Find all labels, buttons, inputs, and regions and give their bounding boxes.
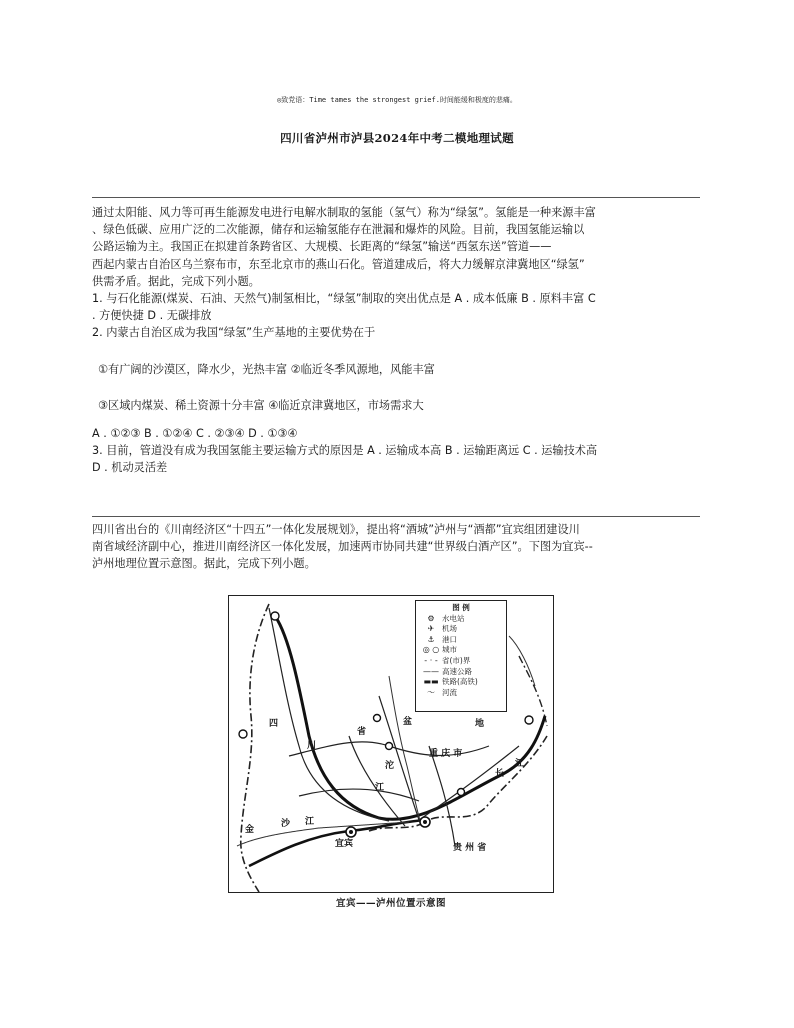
province-border-icon: - · - <box>424 655 438 665</box>
passage-line: 公路运输为主。我国正在拟建首条跨省区、大规模、长距离的“绿氢”输送“西氢东送”管道—— <box>92 240 552 254</box>
map-label-di: 地 <box>475 719 485 729</box>
legend-label: 河流 <box>442 687 457 697</box>
map-label-jiang-right: 江 <box>515 759 525 769</box>
question-block-1 <box>92 204 702 477</box>
legend-label: 城市 <box>442 645 457 655</box>
legend-label: 省(市)界 <box>442 655 471 665</box>
passage-line: 供需矛盾。据此，完成下列小题。 <box>92 274 260 288</box>
map-label-chongqing: 重 庆 市 <box>429 749 463 759</box>
passage-line: 、绿色低碳、应用广泛的二次能源，储存和运输氢能存在泄漏和爆炸的风险。目前，我国氢能运输以 <box>92 223 585 237</box>
legend-item <box>416 677 506 688</box>
port-icon: ⚓ <box>427 634 435 644</box>
question-block-2 <box>92 521 702 573</box>
map-label-jiang-mid: 江 <box>375 783 385 793</box>
passage-line: 西起内蒙古自治区乌兰察布市，东至北京市的燕山石化。管道建成后，将大力缓解京津冀地区“绿氢” <box>92 257 585 271</box>
legend-label: 港口 <box>442 634 457 644</box>
legend-item <box>416 645 506 656</box>
legend-label: 铁路(高铁) <box>442 677 478 687</box>
question-2: 2. 内蒙古自治区成为我国“绿氢”生产基地的主要优势在于 <box>92 326 376 340</box>
question-1-cont: . 方便快捷 D . 无碳排放 <box>92 309 212 323</box>
page-title: 四川省泸州市泸县2024年中考二模地理试题 <box>280 131 514 145</box>
map-label-tuo: 沱 <box>385 761 395 771</box>
map-label-jin: 金 <box>245 825 255 835</box>
legend-item <box>416 624 506 635</box>
map-label-chuan: 川 <box>307 741 317 751</box>
passage-line: 泸州地理位置示意图。据此，完成下列小题。 <box>92 557 316 571</box>
passage-line: 通过太阳能、风力等可再生能源发电进行电解水制取的氢能（氢气）称为“绿氢”。氢能是一种来源丰富 <box>92 206 596 219</box>
section-divider <box>92 516 700 517</box>
legend-item <box>416 614 506 625</box>
statement-group-a: ①有广阔的沙漠区，降水少，光热丰富 ②临近冬季风源地，风能丰富 <box>98 362 435 376</box>
hydropower-icon: ⚙ <box>427 613 435 623</box>
location-map <box>228 595 558 915</box>
legend-item <box>416 656 506 667</box>
legend-label: 高速公路 <box>442 666 472 676</box>
legend-item <box>416 688 506 699</box>
city-icon: ◎ ○ <box>422 645 440 655</box>
passage-line: 四川省出台的《川南经济区“十四五”一体化发展规划》，提出将“酒城”泸州与“酒都”宜宾组团建设川 <box>92 523 580 536</box>
map-label-sha: 沙 <box>281 819 291 829</box>
legend-label: 机场 <box>442 624 457 634</box>
map-frame <box>228 595 554 893</box>
map-caption: 宜宾——泸州位置示意图 <box>335 898 446 909</box>
map-label-jiang: 江 <box>305 817 315 827</box>
legend-label: 水电站 <box>442 613 465 623</box>
question-3: 3. 目前，管道没有成为我国氢能主要运输方式的原因是 A . 运输成本高 B . 运输距离远 C . 运输技术高 <box>92 444 598 458</box>
map-label-yibin: 宜宾 <box>335 839 354 849</box>
statement-group-b: ③区域内煤炭、稀土资源十分丰富 ④临近京津冀地区，市场需求大 <box>98 398 424 412</box>
map-label-sheng: 省 <box>357 727 367 737</box>
map-label-si: 四 <box>269 719 279 729</box>
legend-item <box>416 635 506 646</box>
railway-icon: ▬▬ <box>423 677 439 687</box>
map-legend <box>415 600 507 712</box>
question-1: 1. 与石化能源(煤炭、石油、天然气)制氢相比，“绿氢”制取的突出优点是 A . 成本低廉 B . 原料丰富 C <box>92 292 596 306</box>
question-2-options: A . ①②③ B . ①②④ C . ②③④ D . ①③④ <box>92 427 298 441</box>
highway-icon: —— <box>423 666 439 676</box>
legend-item <box>416 667 506 678</box>
passage-line: 南省域经济副中心，推进川南经济区一体化发展，加速两市协同共建“世界级白酒产区”。下图为宜宾-- <box>92 540 593 554</box>
question-3-cont: D . 机动灵活差 <box>92 461 168 475</box>
map-label-pen: 盆 <box>403 717 413 727</box>
river-icon: ～ <box>427 687 435 697</box>
section-divider <box>92 197 700 198</box>
map-label-chang: 长 <box>495 769 505 779</box>
motto-line: ◎致党语：Time tames the strongest grief.时间能缓和极度的悲痛。 <box>277 96 517 104</box>
airport-icon: ✈ <box>427 624 435 634</box>
legend-title: 图 例 <box>452 603 470 612</box>
map-label-guizhou: 贵 州 省 <box>453 843 487 853</box>
